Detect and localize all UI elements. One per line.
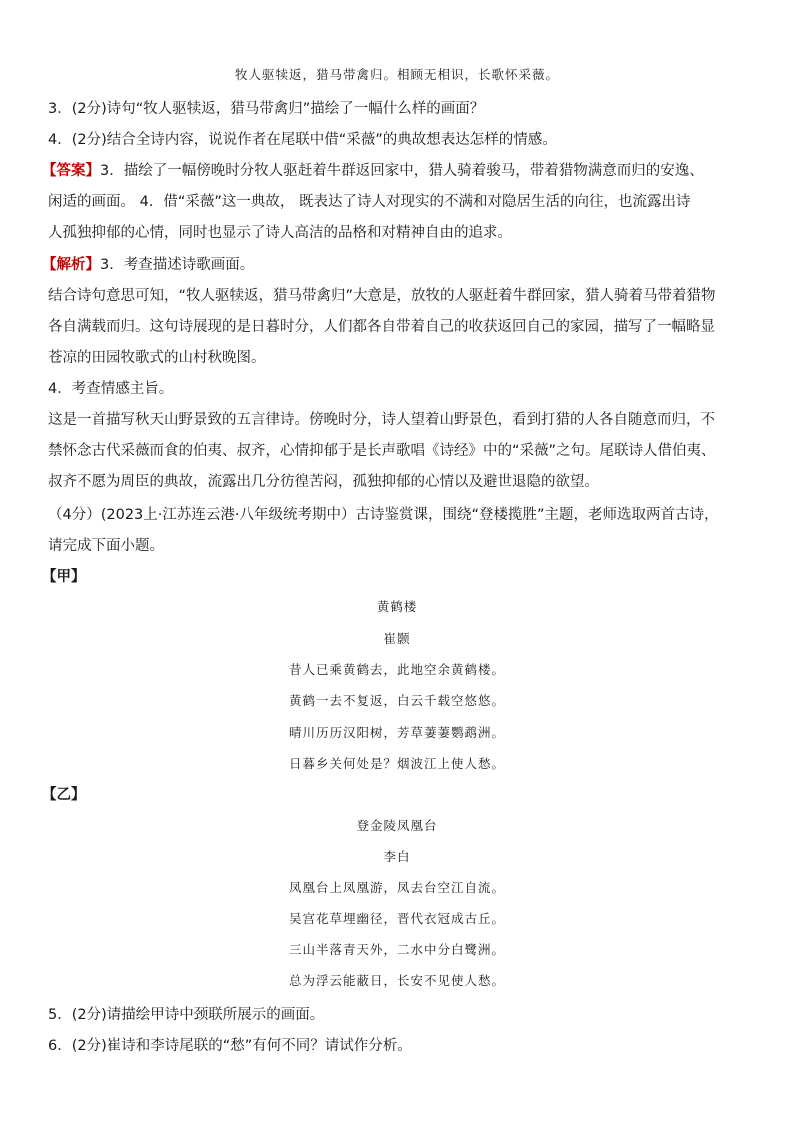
analysis-line-3: 各自满载而归。这句诗展现的是日暮时分，人们都各自带着自己的收获返回自己的家园，描写了一幅略显 xyxy=(48,319,715,335)
poem-b-line-3: 三山半落青天外，二水中分白鹭洲。 xyxy=(288,942,505,957)
poem-b-line-1: 凤凰台上凤凰游，凤去台空江自流。 xyxy=(288,880,505,895)
analysis-line-8: 叔齐不愿为周臣的典故，流露出几分彷徨苦闷，孤独抑郁的心情以及避世退隐的欲望。 xyxy=(48,474,599,490)
analysis-line-2: 结合诗句意思可知，“牧人驱犊返，猎马带禽归”大意是，放牧的人驱赶着牛群回家，猎人骑着马带着猎物 xyxy=(48,288,716,304)
answer-line-3: 人孤独抑郁的心情，同时也显示了诗人高洁的品格和对精神自由的追求。 xyxy=(48,225,512,241)
answer-line-2: 闲适的画面。 4．借“采薇”这一典故， 既表达了诗人对现实的不满和对隐居生活的向往，也流露出诗 xyxy=(48,194,691,210)
question-5: 5．(2分)请描绘甲诗中颈联所展示的画面。 xyxy=(48,1007,325,1023)
intro-line-1: （4分）(2023上·江苏连云港·八年级统考期中）古诗鉴赏课，围绕“登楼揽胜”主题，老师选取两首古诗， xyxy=(48,507,719,523)
analysis-text-1: 3．考查描述诗歌画面。 xyxy=(100,257,255,273)
analysis-tag: 【解析】 xyxy=(42,257,100,273)
poem-b-line-4: 总为浮云能蔽日，长安不见使人愁。 xyxy=(288,973,505,988)
analysis-line-7: 禁怀念古代采薇而食的伯夷、叔齐，心情抑郁于是长声歌唱《诗经》中的“采薇”之句。尾联诗人借伯夷、 xyxy=(48,443,716,459)
poem-a-line-1: 昔人已乘黄鹤去，此地空余黄鹤楼。 xyxy=(288,662,505,677)
answer-line-1 xyxy=(42,161,704,181)
answer-tag: 【答案】 xyxy=(42,163,100,179)
poem-a-author: 崔颢 xyxy=(383,631,411,646)
poem-a-title: 黄鹤楼 xyxy=(376,599,418,614)
poem-b-title: 登金陵凤凰台 xyxy=(356,818,438,833)
intro-line-2: 请完成下面小题。 xyxy=(48,538,164,554)
analysis-line-1 xyxy=(42,255,254,275)
poem-b-line-2: 吴宫花草埋幽径，晋代衣冠成古丘。 xyxy=(288,911,505,926)
poem-a-label: 【甲】 xyxy=(42,569,86,585)
answer-text-1: 3．描绘了一幅傍晚时分牧人驱赶着牛群返回家中，猎人骑着骏马，带着猎物满意而归的安逸、 xyxy=(100,163,704,179)
poem-b-author: 李白 xyxy=(383,849,411,864)
analysis-line-6: 这是一首描写秋天山野景致的五言律诗。傍晚时分，诗人望着山野景色，看到打猎的人各自随意而归，不 xyxy=(48,412,715,428)
poem-b-label: 【乙】 xyxy=(42,787,86,803)
question-3: 3．(2分)诗句“牧人驱犊返，猎马带禽归”描绘了一幅什么样的画面？ xyxy=(48,101,485,117)
question-6: 6．(2分)崔诗和李诗尾联的“愁”有何不同？请试作分析。 xyxy=(48,1038,412,1054)
poem-a-line-4: 日暮乡关何处是？烟波江上使人愁。 xyxy=(288,756,505,771)
analysis-line-5: 4．考查情感主旨。 xyxy=(48,381,174,397)
top-poem-line: 牧人驱犊返，猎马带禽归。相顾无相识，长歌怀采薇。 xyxy=(234,67,559,82)
analysis-line-4: 苍凉的田园牧歌式的山村秋晚图。 xyxy=(48,350,266,366)
poem-a-line-2: 黄鹤一去不复返，白云千载空悠悠。 xyxy=(288,693,505,708)
question-4: 4．(2分)结合全诗内容，说说作者在尾联中借“采薇”的典故想表达怎样的情感。 xyxy=(48,132,557,148)
poem-a-line-3: 晴川历历汉阳树，芳草萋萋鹦鹉洲。 xyxy=(288,725,505,740)
